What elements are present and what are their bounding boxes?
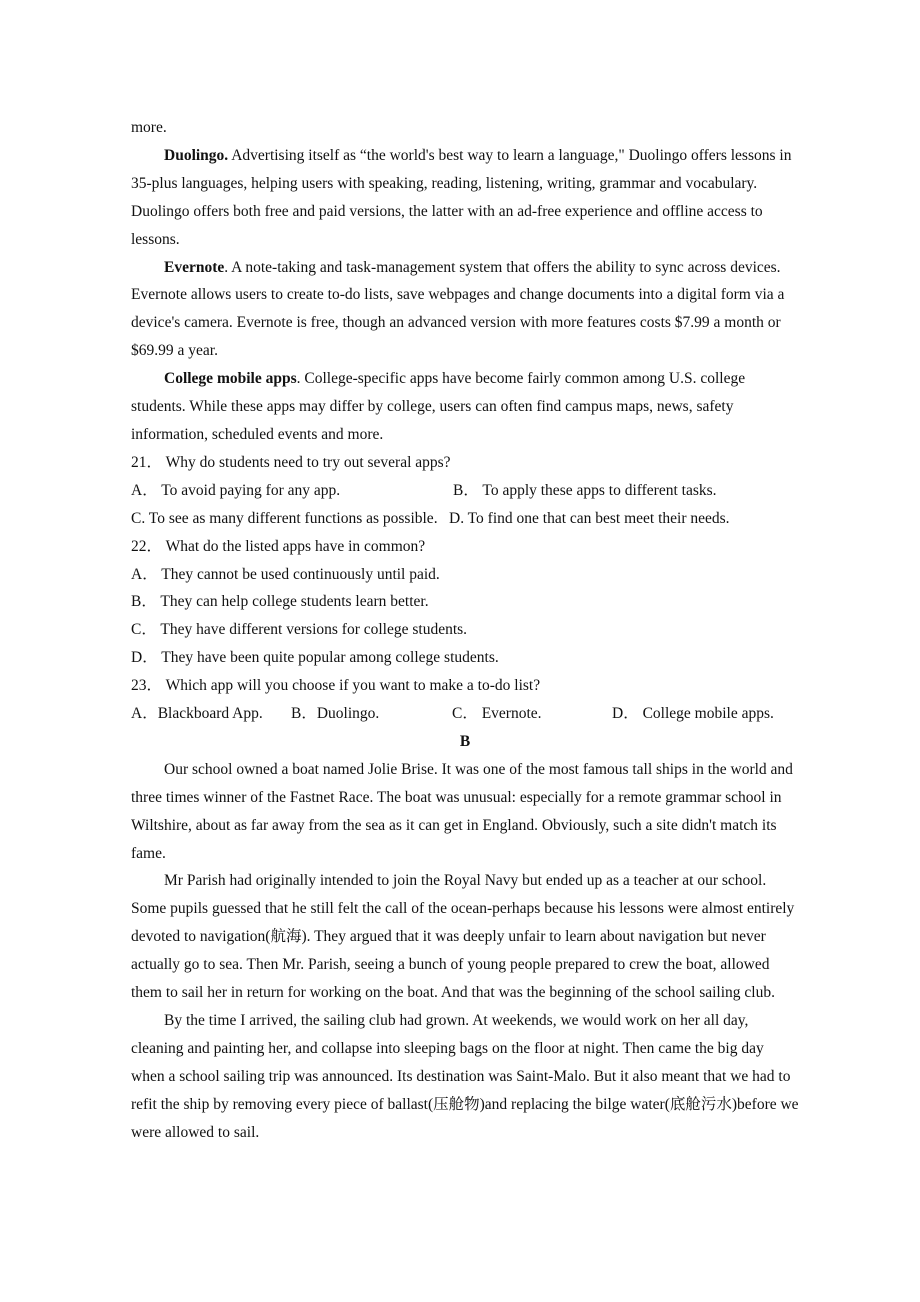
- question-21-options-row-2: [131, 505, 799, 533]
- passage-a-continuation: more.: [131, 119, 167, 136]
- question-23-option-c: C． Evernote.: [452, 705, 542, 723]
- question-23-option-a: A．Blackboard App.: [131, 705, 263, 723]
- question-23-option-b: B．Duolingo.: [291, 705, 380, 723]
- passage-b-paragraph-2: Mr Parish had originally intended to join the Royal Navy but ended up as a teacher at our school. Some pupils guessed that he still felt the call of the ocean-perhaps because his lessons were almost entirely devoted to navigation(航海). They argued that it was deeply unfair to learn about navigation but never actually go to sea. Then Mr. Parish, seeing a bunch of young people prepared to crew the boat, allowed them to sail her in return for working on the boat. And that was the beginning of the school sailing club.: [131, 872, 795, 1002]
- question-22-option-b: B． They can help college students learn better.: [131, 593, 429, 611]
- question-23-stem: 23． Which app will you choose if you want to make a to-do list?: [131, 677, 541, 695]
- question-21-options-row-1: [131, 477, 799, 505]
- passage-b-heading: B: [459, 732, 471, 750]
- question-22-option-d: D． They have been quite popular among college students.: [131, 649, 499, 667]
- question-21-option-a: A． To avoid paying for any app.: [131, 481, 341, 499]
- question-22-option-c: C． They have different versions for college students.: [131, 621, 468, 639]
- evernote-name: Evernote: [164, 258, 225, 276]
- duolingo-name: Duolingo.: [164, 146, 229, 164]
- evernote-text: . A note-taking and task-management system that offers the ability to sync across devices. Evernote allows users to create to-do lists, save webpages and change documents into a digital form via a device's camera. Evernote is free, though an advanced version with more features costs $7.99 a month or $69.99 a year.: [131, 258, 785, 360]
- question-23-option-d: D． College mobile apps.: [612, 705, 774, 723]
- question-21-option-d: D. To find one that can best meet their needs.: [449, 509, 730, 527]
- college-apps-text: . College-specific apps have become fairly common among U.S. college students. While these apps may differ by college, users can often find campus maps, news, safety information, scheduled events and more.: [131, 370, 746, 443]
- question-21-option-b: B． To apply these apps to different tasks.: [453, 481, 717, 499]
- question-23-options-row: [131, 700, 799, 728]
- passage-b-paragraph-1: Our school owned a boat named Jolie Brise. It was one of the most famous tall ships in the world and three times winner of the Fastnet Race. The boat was unusual: especially for a remote grammar school in Wiltshire, about as far away from the sea as it can get in England. Obviously, such a site didn't match its fame.: [131, 760, 793, 862]
- question-22-stem: 22． What do the listed apps have in common?: [131, 537, 426, 555]
- question-22-option-a: A． They cannot be used continuously until paid.: [131, 565, 440, 583]
- college-apps-paragraph: [131, 365, 799, 449]
- duolingo-text: Advertising itself as “the world's best way to learn a language," Duolingo offers lessons in 35-plus languages, helping users with speaking, reading, listening, writing, grammar and vocabulary. Duolingo offers both free and paid versions, the latter with an ad-free experience and offline access to lessons.: [131, 146, 792, 248]
- college-apps-name: College mobile apps: [164, 370, 297, 388]
- question-21-option-c: C. To see as many different functions as possible.: [131, 509, 438, 527]
- document-page: [131, 114, 799, 1147]
- question-21-stem: 21． Why do students need to try out several apps?: [131, 453, 451, 471]
- evernote-paragraph: [131, 254, 799, 366]
- duolingo-paragraph: [131, 142, 799, 254]
- passage-b-paragraph-3: By the time I arrived, the sailing club had grown. At weekends, we would work on her all day, cleaning and painting her, and collapse into sleeping bags on the floor at night. Then came the big day when a school sailing trip was announced. Its destination was Saint-Malo. But it also meant that we had to refit the ship by removing every piece of ballast(压舱物)and replacing the bilge water(底舱污水)before we were allowed to sail.: [131, 1012, 799, 1141]
